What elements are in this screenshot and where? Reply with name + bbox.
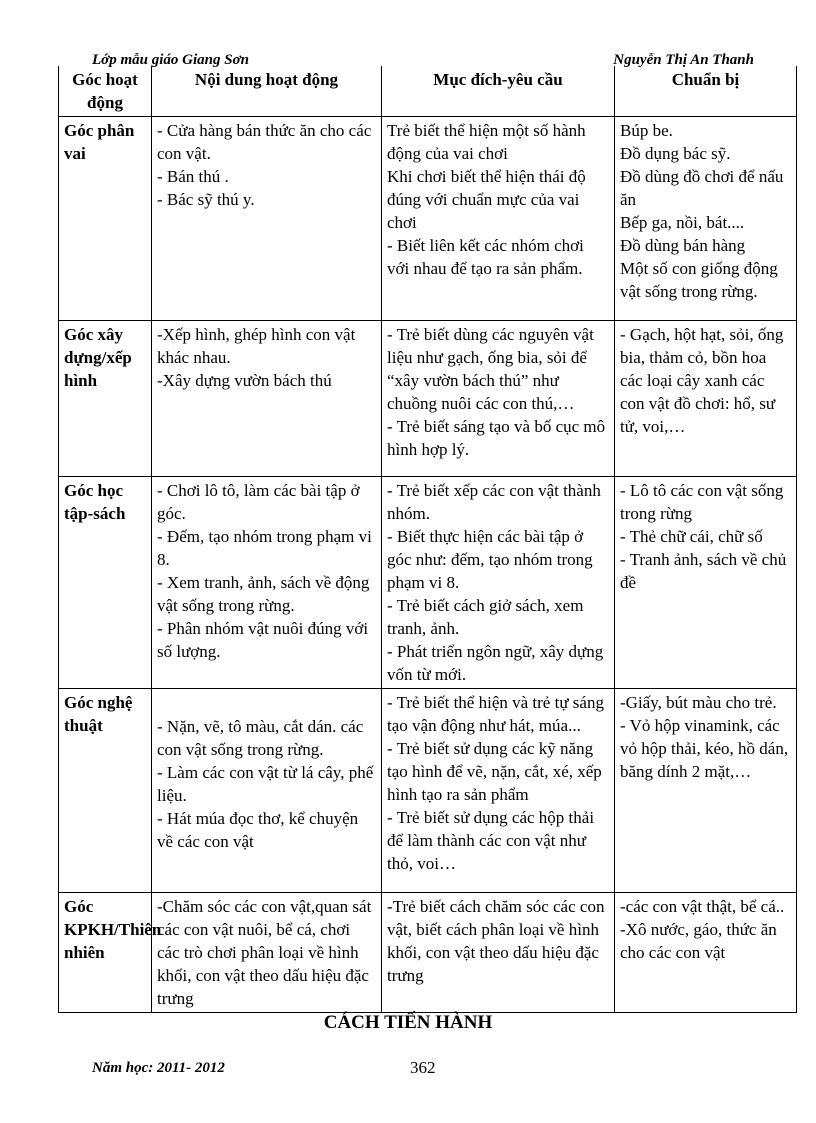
cell-line: - Cửa hàng bán thức ăn cho các con vật.	[157, 121, 372, 163]
cell-line: - Trẻ biết dùng các nguyên vật liệu như gạch, ống bia, sỏi để “xây vườn bách thú” như chuồng nuôi các con thú,…	[387, 325, 594, 413]
corner-cell: Góc xây dựng/xếp hình	[59, 321, 152, 477]
cell-line: -Chăm sóc các con vật,quan sát các con vật nuôi, bể cá, chơi các trò chơi phân loại về hình khối, con vật theo dấu hiệu đặc trưng	[157, 897, 372, 1008]
content-cell	[152, 117, 382, 321]
page-number: 362	[410, 1058, 436, 1077]
cell-line: - Làm các con vật từ lá cây, phế liệu.	[157, 763, 374, 805]
cell-line: -Xô nước, gáo, thức ăn cho các con vật	[620, 920, 777, 962]
prep-cell	[615, 893, 797, 1013]
cell-line: -Trẻ biết cách chăm sóc các con vật, biết cách phân loại về hình khối, con vật theo dấu hiệu đặc trưng	[387, 897, 605, 985]
corner-cell: Góc phân vai	[59, 117, 152, 321]
cell-line: Đồ dùng bán hàng	[620, 236, 746, 255]
cell-line: - Trẻ biết cách giở sách, xem tranh, ảnh.	[387, 596, 584, 638]
cell-line: -Xếp hình, ghép hình con vật khác nhau.	[157, 325, 356, 367]
corner-cell: Góc KPKH/Thiên nhiên	[59, 893, 152, 1013]
header-teacher: Nguyễn Thị An Thanh	[613, 52, 754, 68]
cell-line: - Thẻ chữ cái, chữ số	[620, 527, 763, 546]
purpose-cell	[382, 893, 615, 1013]
table-row	[59, 477, 797, 689]
cell-line: Một số con giống động vật sống trong rừng.	[620, 259, 778, 301]
cell-line: - Vỏ hộp vinamink, các vỏ hộp thải, kéo, hồ dán, băng dính 2 mặt,…	[620, 716, 789, 781]
prep-cell	[615, 117, 797, 321]
cell-line: - Nặn, vẽ, tô màu, cắt dán. các con vật sống trong rừng.	[157, 717, 364, 759]
cell-line: Búp be.	[620, 121, 673, 140]
content-cell	[152, 689, 382, 893]
cell-line: Khi chơi biết thể hiện thái độ đúng với chuẩn mực của vai chơi	[387, 167, 586, 232]
cell-line: - Phát triển ngôn ngữ, xây dựng vốn từ mới.	[387, 642, 604, 684]
cell-line: Đồ dùng đồ chơi để nấu ăn	[620, 167, 784, 209]
content-cell	[152, 477, 382, 689]
cell-line: - Bác sỹ thú y.	[157, 190, 255, 209]
prep-cell	[615, 689, 797, 893]
cell-line: - Trẻ biết sáng tạo và bố cục mô hình hợp lý.	[387, 417, 606, 459]
cell-line: - Trẻ biết sử dụng các kỹ năng tạo hình để vẽ, nặn, cắt, xé, xếp hình tạo ra sản phẩm	[387, 739, 602, 804]
cell-line: - Lô tô các con vật sống trong rừng	[620, 481, 784, 523]
purpose-cell	[382, 321, 615, 477]
cell-line: - Trẻ biết sử dụng các hộp thải để làm thành các con vật như thỏ, voi…	[387, 808, 595, 873]
cell-line: - Bán thú .	[157, 167, 229, 186]
col-header-corner: Góc hoạt động	[59, 66, 152, 117]
cell-line: - Chơi lô tô, làm các bài tập ở góc.	[157, 481, 360, 523]
cell-line: -Giấy, bút màu cho trẻ.	[620, 693, 777, 712]
cell-line: - Tranh ảnh, sách về chủ đề	[620, 550, 787, 592]
cell-line: - Xem tranh, ảnh, sách về động vật sống trong rừng.	[157, 573, 370, 615]
activity-table	[58, 66, 797, 1013]
purpose-cell	[382, 477, 615, 689]
cell-line: - Trẻ biết thể hiện và trẻ tự sáng tạo vận động như hát, múa...	[387, 693, 604, 735]
cell-line: - Biết thực hiện các bài tập ở góc như: đếm, tạo nhóm trong phạm vi 8.	[387, 527, 593, 592]
cell-line: - Trẻ biết xếp các con vật thành nhóm.	[387, 481, 601, 523]
col-header-purpose: Mục đích-yêu cầu	[382, 66, 615, 117]
cell-line: - Gạch, hột hạt, sỏi, ống bia, thảm cỏ, bồn hoa các loại cây xanh các con vật đồ chơi: hổ, sư tử, voi,…	[620, 325, 784, 436]
table-row	[59, 117, 797, 321]
table-row	[59, 321, 797, 477]
table-row	[59, 689, 797, 893]
cell-line: Đồ dụng bác sỹ.	[620, 144, 731, 163]
header-school: Lớp mẫu giáo Giang Sơn	[92, 52, 249, 68]
table-row	[59, 893, 797, 1013]
cell-line: - Hát múa đọc thơ, kể chuyện về các con vật	[157, 809, 359, 851]
content-cell	[152, 893, 382, 1013]
school-year: Năm học: 2011- 2012	[92, 1060, 225, 1076]
prep-cell	[615, 477, 797, 689]
cell-line: -các con vật thật, bể cá..	[620, 897, 785, 916]
content-cell	[152, 321, 382, 477]
corner-cell: Góc học tập-sách	[59, 477, 152, 689]
table-header-row	[59, 66, 797, 117]
purpose-cell	[382, 689, 615, 893]
purpose-cell	[382, 117, 615, 321]
cell-line: - Biết liên kết các nhóm chơi với nhau để tạo ra sản phẩm.	[387, 236, 584, 278]
prep-cell	[615, 321, 797, 477]
section-title: CÁCH TIẾN HÀNH	[323, 1012, 493, 1033]
table-body	[59, 117, 797, 1013]
cell-line: - Phân nhóm vật nuôi đúng với số lượng.	[157, 619, 369, 661]
cell-line: -Xây dựng vườn bách thú	[157, 371, 332, 390]
col-header-content: Nội dung hoạt động	[152, 66, 382, 117]
col-header-prep: Chuẩn bị	[615, 66, 797, 117]
cell-line: - Đếm, tạo nhóm trong phạm vi 8.	[157, 527, 372, 569]
cell-line: Trẻ biết thể hiện một số hành động của vai chơi	[387, 121, 586, 163]
cell-line: Bếp ga, nồi, bát....	[620, 213, 745, 232]
corner-cell: Góc nghệ thuật	[59, 689, 152, 893]
